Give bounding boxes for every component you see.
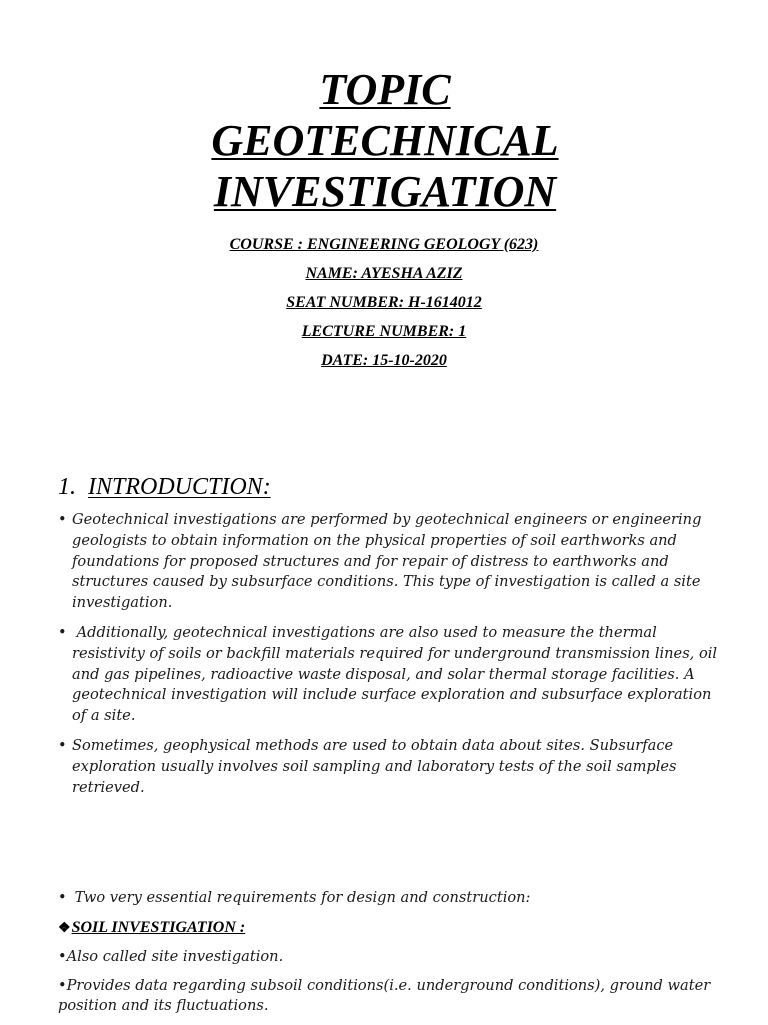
section-number: 1.	[58, 474, 76, 500]
title-line-investigation: INVESTIGATION	[213, 167, 557, 216]
section-title: INTRODUCTION:	[88, 474, 271, 500]
bullet-text: Sometimes, geophysical methods are used to obtain data about sites. Subsurface exploration usually involves soil sampling and laboratory tests of the soil samples retrieved.	[72, 736, 677, 796]
course-line: COURSE : ENGINEERING GEOLOGY (623)	[229, 236, 539, 253]
soil-investigation-heading	[58, 917, 718, 939]
title-line-topic: TOPIC	[319, 65, 451, 114]
bullet-icon: •	[58, 976, 67, 994]
list-item	[58, 947, 718, 968]
list-item	[58, 623, 722, 727]
bullet-icon: •	[58, 623, 67, 641]
date-line: DATE: 15-10-2020	[321, 352, 447, 369]
provides-text: Provides data regarding subsoil conditions(i.e. underground conditions), ground water position and its fluctuations.	[58, 976, 711, 1015]
diamond-bullet-icon: ❖	[58, 920, 71, 936]
introduction-bullets	[58, 510, 722, 807]
seat-number-line: SEAT NUMBER: H-1614012	[286, 294, 482, 311]
bullet-icon: •	[58, 889, 67, 906]
lecture-number-line: LECTURE NUMBER: 1	[301, 323, 467, 340]
title-block	[0, 64, 768, 217]
requirements-intro	[58, 888, 718, 909]
bullet-icon: •	[58, 736, 67, 754]
introduction-heading	[58, 472, 271, 502]
meta-block	[0, 230, 768, 375]
also-called-text: Also called site investigation.	[66, 947, 284, 965]
requirements-intro-text: Two very essential requirements for design and construction:	[74, 889, 531, 906]
list-item	[58, 510, 718, 614]
name-line: NAME: AYESHA AZIZ	[305, 265, 463, 282]
soil-investigation-title: SOIL INVESTIGATION :	[71, 918, 246, 936]
list-item	[58, 976, 718, 1018]
title-line-geotechnical: GEOTECHNICAL	[211, 116, 559, 165]
requirements-section	[58, 888, 718, 1025]
bullet-text: Geotechnical investigations are performed by geotechnical engineers or engineering geologists to obtain information on the physical properties of soil earthworks and foundations for proposed structures and for repair of distress to earthworks and structures caused by subsurface conditions. This type of investigation is called a site investigation.	[72, 511, 702, 612]
bullet-icon: •	[58, 947, 67, 965]
bullet-text: Additionally, geotechnical investigations are also used to measure the thermal resistivity of soils or backfill materials required for underground transmission lines, oil and gas pipelines, radioactive waste disposal, and solar thermal storage facilities. A geotechnical investigation will include surface exploration and subsurface exploration of a site.	[72, 623, 722, 725]
bullet-icon: •	[58, 511, 67, 528]
list-item	[58, 736, 718, 798]
